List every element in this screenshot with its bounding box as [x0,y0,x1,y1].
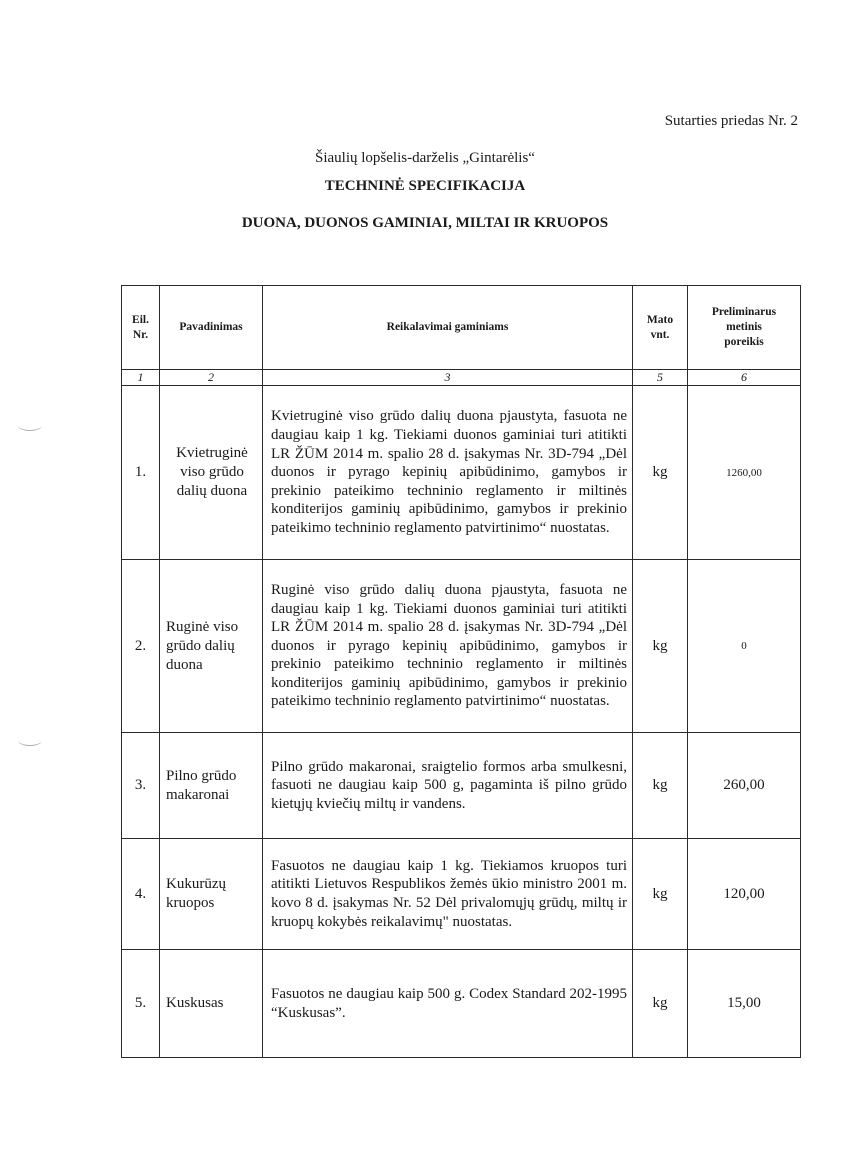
annual-demand: 0 [688,560,801,733]
unit: kg [633,386,688,560]
product-requirements: Fasuotos ne daugiau kaip 1 kg. Tiekiamos kruopos turi atitikti Lietuvos Respublikos žemės ūkio ministro 2001 m. kovo 8 d. įsakymas Nr. 52 Dėl privalomųjų grūdų, miltų ir kruopų kokybės reikalavimų" nuostatas. [263,839,633,950]
column-number: 2 [160,370,263,386]
header-demand: Preliminarus metinis poreikis [688,286,801,370]
row-number: 4. [122,839,160,950]
punch-hole-mark [18,735,42,746]
unit: kg [633,733,688,839]
header-unit: Mato vnt. [633,286,688,370]
unit: kg [633,560,688,733]
product-name: Ruginė viso grūdo dalių duona [160,560,263,733]
row-number: 3. [122,733,160,839]
document-subtitle: DUONA, DUONOS GAMINIAI, MILTAI IR KRUOPOS [241,215,609,231]
product-requirements: Pilno grūdo makaronai, sraigtelio formos arba smulkesni, fasuoti ne daugiau kaip 500 g, pagaminta iš pilno grūdo kietųjų kviečių miltų ir vandens. [263,733,633,839]
row-number: 1. [122,386,160,560]
table-row [122,950,801,1058]
column-number-row [122,370,801,386]
product-name: Pilno grūdo makaronai [160,733,263,839]
product-requirements: Kvietruginė viso grūdo dalių duona pjaustyta, fasuota ne daugiau kaip 1 kg. Tiekiami duonos gaminiai turi atitikti LR ŽŪM 2014 m. spalio 28 d. įsakymas Nr. 3D-794 „Dėl duonos ir pyrago kepinių apibūdinimo, gamybos ir prekinio pateikimo techninio reglamento ir miltinės konditerijos gaminių apibūdinimo, gamybos ir prekinio pateikimo techninio reglamento patvirtinimo“ nuostatas. [263,386,633,560]
punch-hole-mark [18,420,42,431]
annual-demand: 120,00 [688,839,801,950]
table-row [122,560,801,733]
column-number: 5 [633,370,688,386]
annual-demand: 1260,00 [688,386,801,560]
column-number: 1 [122,370,160,386]
table-header-row [122,286,801,370]
table-row [122,733,801,839]
header-nr: Eil. Nr. [122,286,160,370]
document-title: TECHNINĖ SPECIFIKACIJA [324,178,526,194]
school-name: Šiaulių lopšelis-darželis „Gintarėlis“ [315,150,535,166]
column-number: 6 [688,370,801,386]
product-name: Kukurūzų kruopos [160,839,263,950]
product-requirements: Ruginė viso grūdo dalių duona pjaustyta, fasuota ne daugiau kaip 1 kg. Tiekiami duonos gaminiai turi atitikti LR ŽŪM 2014 m. spalio 28 d. įsakymas Nr. 3D-794 „Dėl duonos ir pyrago kepinių apibūdinimo, gamybos ir prekinio pateikimo techninio reglamento ir miltinės konditerijos gaminių apibūdinimo, gamybos ir prekinio pateikimo techninio reglamento patvirtinimo“ nuostatas. [263,560,633,733]
row-number: 2. [122,560,160,733]
product-name: Kvietruginė viso grūdo dalių duona [160,386,263,560]
table-row [122,839,801,950]
header-requirements: Reikalavimai gaminiams [263,286,633,370]
column-number: 3 [263,370,633,386]
table-row [122,386,801,560]
annual-demand: 260,00 [688,733,801,839]
unit: kg [633,839,688,950]
product-requirements: Fasuotos ne daugiau kaip 500 g. Codex Standard 202-1995 “Kuskusas”. [263,950,633,1058]
header-name: Pavadinimas [160,286,263,370]
unit: kg [633,950,688,1058]
annex-label: Sutarties priedas Nr. 2 [664,113,798,129]
row-number: 5. [122,950,160,1058]
product-name: Kuskusas [160,950,263,1058]
specification-table [121,285,801,1058]
annual-demand: 15,00 [688,950,801,1058]
